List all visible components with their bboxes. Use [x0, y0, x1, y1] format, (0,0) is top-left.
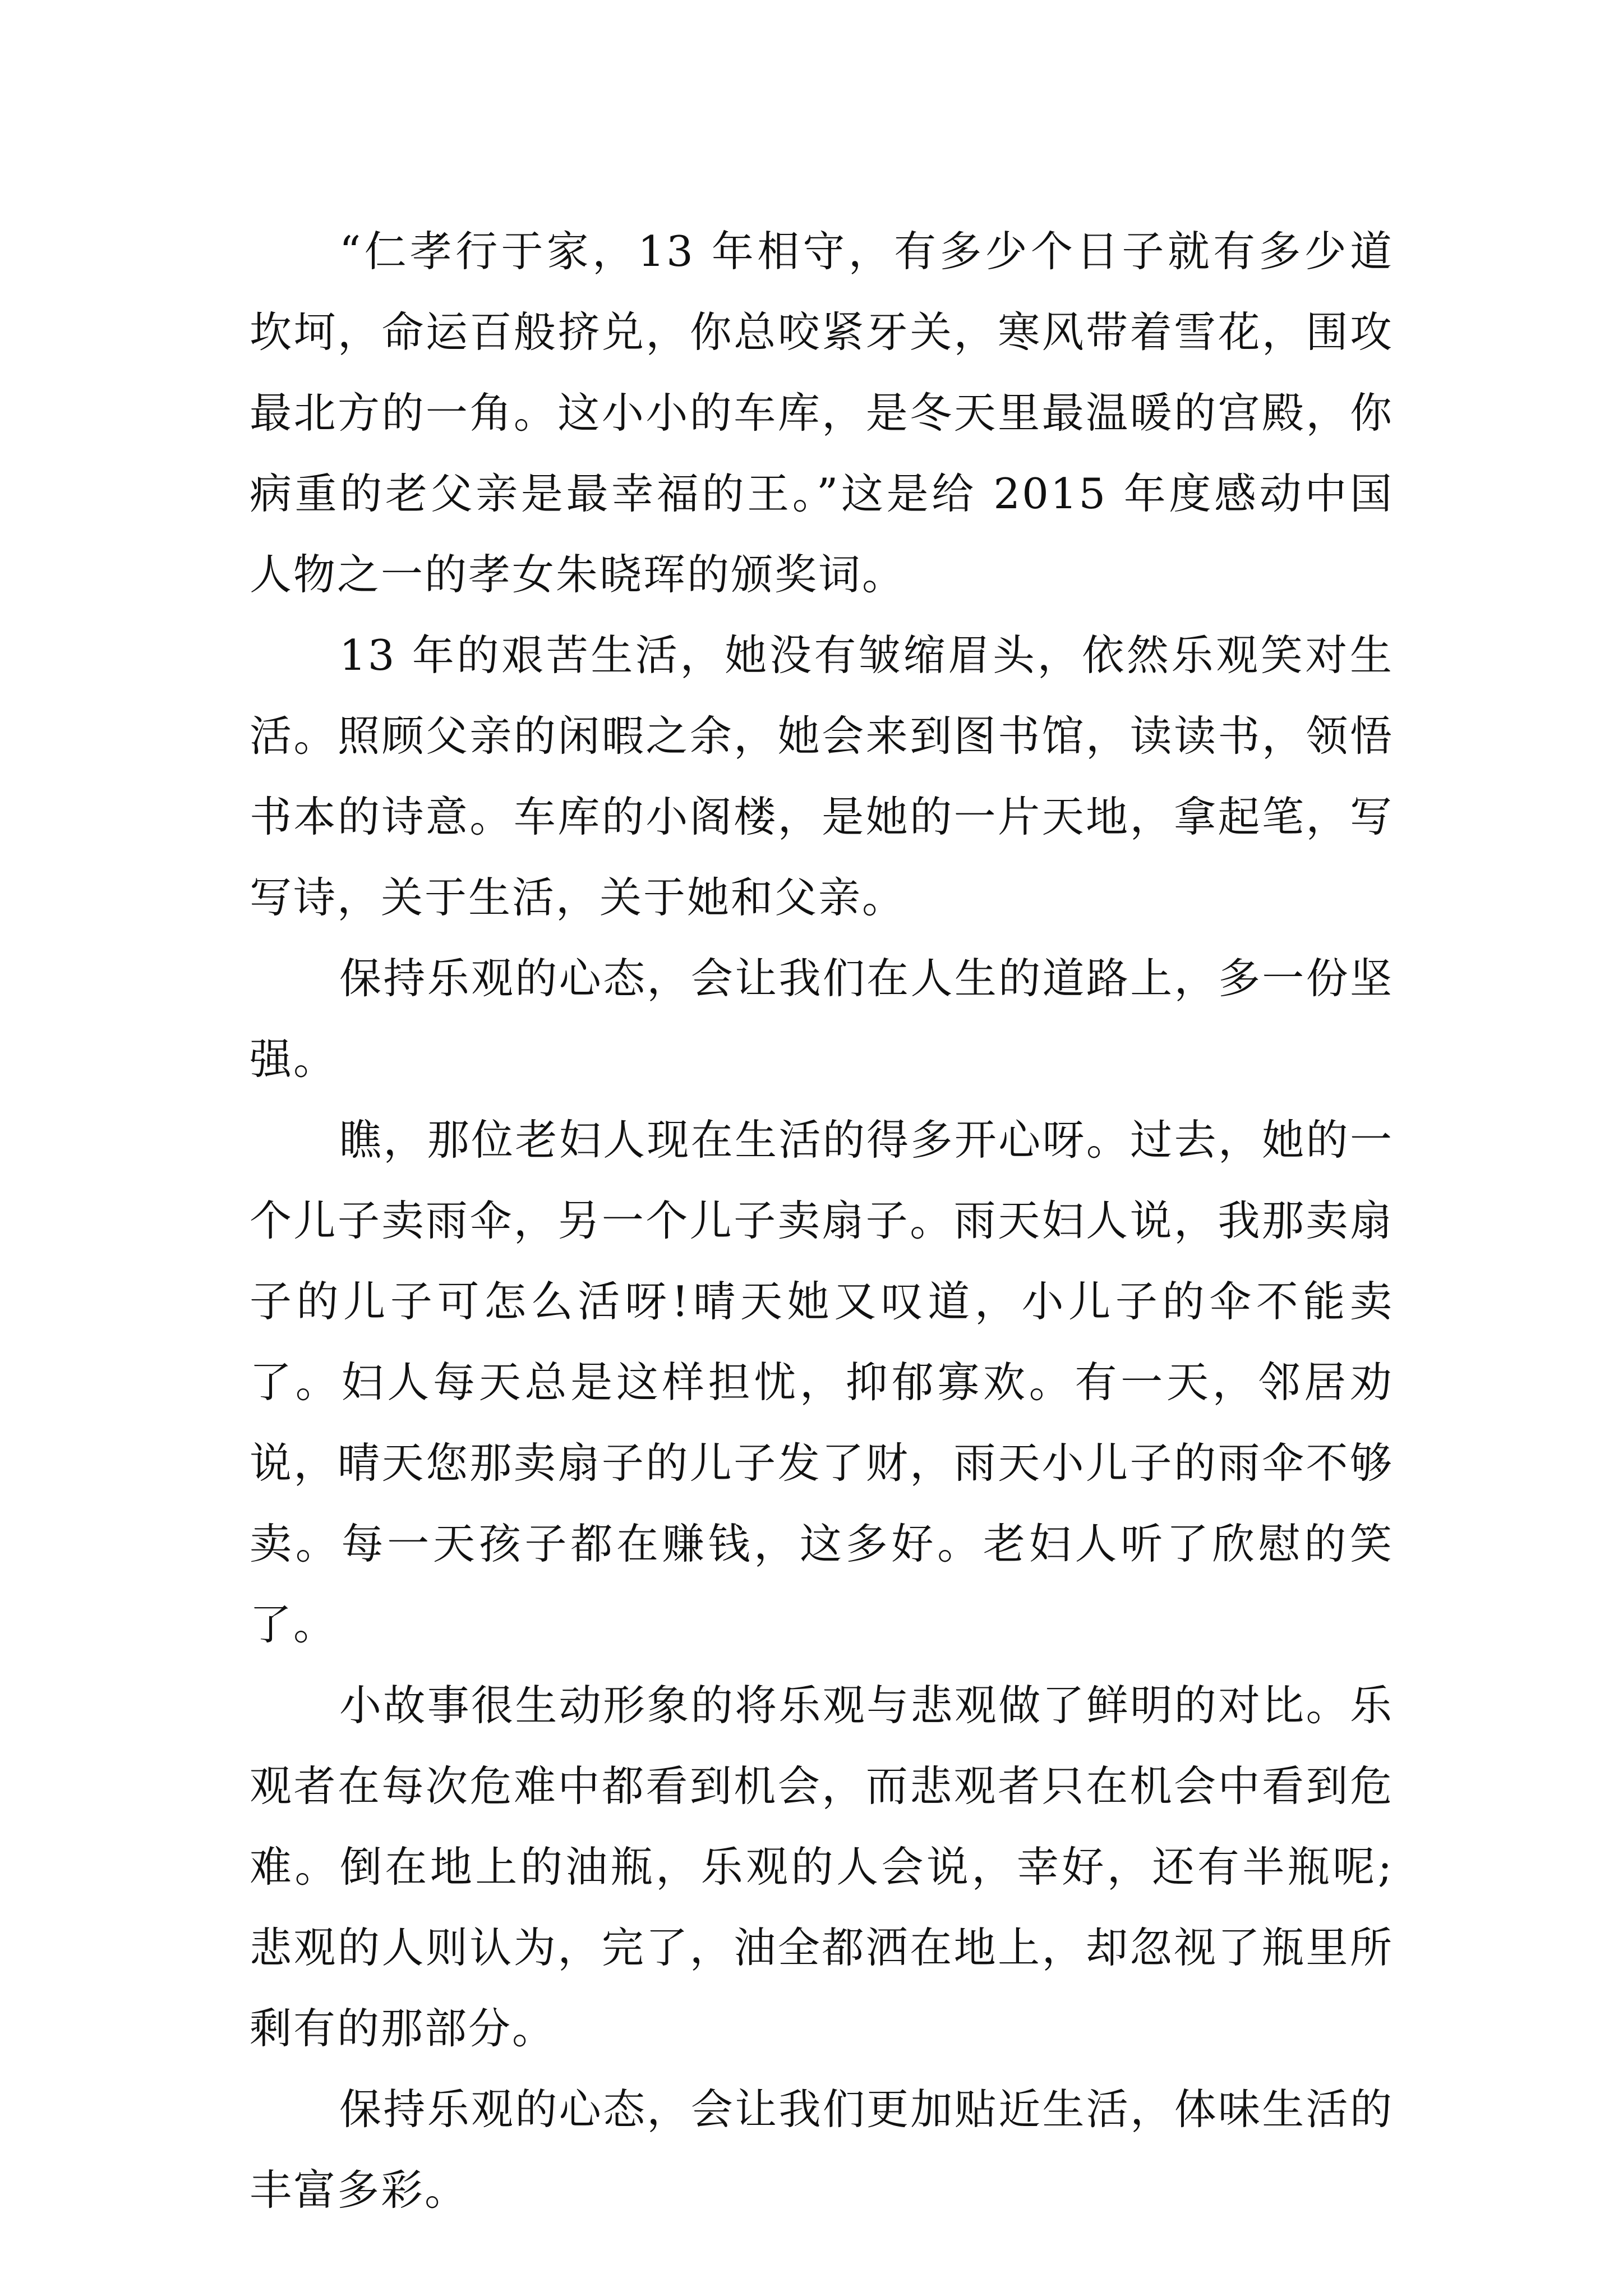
paragraph-optimism-contrast: 小故事很生动形象的将乐观与悲观做了鲜明的对比。乐观者在每次危难中都看到机会，而悲观者只在机会中看到危难。倒在地上的油瓶，乐观的人会说，幸好，还有半瓶呢;悲观的人则认为，完了，油全都洒在地上，却忽视了瓶里所剩有的那部分。: [250, 1681, 1394, 2053]
document-body: [250, 211, 1394, 2230]
paragraph-hardship-life: 13 年的艰苦生活，她没有皱缩眉头，依然乐观笑对生活。照顾父亲的闲暇之余，她会来到图书馆，读读书，领悟书本的诗意。车库的小阁楼，是她的一片天地，拿起笔，写写诗，关于生活，关于她和父亲。: [250, 631, 1394, 922]
paragraph-award-citation: “仁孝行于家，13 年相守，有多少个日子就有多少道坎坷，命运百般挤兑，你总咬紧牙关，寒风带着雪花，围攻最北方的一角。这小小的车库，是冬天里最温暖的宫殿，你病重的老父亲是最幸福的王。”这是给 2015 年度感动中国人物之一的孝女朱晓珲的颁奖词。: [250, 227, 1394, 599]
paragraph-optimism-closing: 保持乐观的心态，会让我们更加贴近生活，体味生活的丰富多彩。: [250, 2085, 1394, 2215]
paragraph-optimism-strength: 保持乐观的心态，会让我们在人生的道路上，多一份坚强。: [250, 954, 1394, 1084]
paragraph-old-woman-story: 瞧，那位老妇人现在生活的得多开心呀。过去，她的一个儿子卖雨伞，另一个儿子卖扇子。雨天妇人说，我那卖扇子的儿子可怎么活呀!晴天她又叹道，小儿子的伞不能卖了。妇人每天总是这样担忧，抑郁寡欢。有一天，邻居劝说，晴天您那卖扇子的儿子发了财，雨天小儿子的雨伞不够卖。每一天孩子都在赚钱，这多好。老妇人听了欣慰的笑了。: [250, 1115, 1394, 1649]
